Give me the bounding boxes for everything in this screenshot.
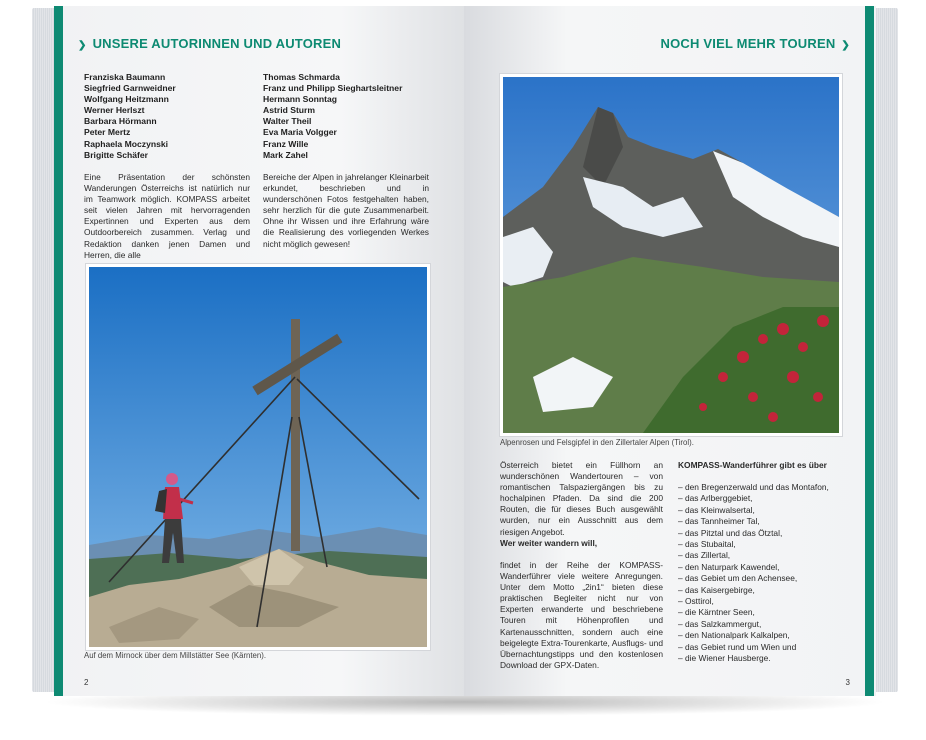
author-name: Hermann Sonntag xyxy=(263,94,338,105)
page-number-left: 2 xyxy=(84,678,89,687)
list-item: – die Kärntner Seen, xyxy=(678,607,755,618)
list-item: – das Zillertal, xyxy=(678,550,731,561)
author-name: Wolfgang Heitzmann xyxy=(84,94,169,105)
right-page-heading xyxy=(661,36,851,51)
author-name: Astrid Sturm xyxy=(263,105,316,116)
list-item: – das Kaisergebirge, xyxy=(678,584,755,595)
list-item: – das Tannheimer Tal, xyxy=(678,516,760,527)
summit-cross-photo xyxy=(86,264,430,650)
author-name: Werner Herlszt xyxy=(84,105,145,116)
right-page xyxy=(464,6,876,696)
page-number-right: 3 xyxy=(845,678,850,687)
authors-column-2 xyxy=(263,72,402,161)
author-name: Peter Mertz xyxy=(84,127,131,138)
page-edges-right xyxy=(874,8,898,692)
list-item: – den Bregenzerwald und das Montafon, xyxy=(678,482,829,492)
author-name: Raphaela Moczynski xyxy=(84,138,169,149)
list-item: – das Stubaital, xyxy=(678,539,736,550)
author-name: Franz Wille xyxy=(263,138,309,149)
list-item: – das Salzkammergut, xyxy=(678,618,762,629)
left-accent-stripe xyxy=(54,6,63,696)
right-subheading: Wer weiter wandern will, xyxy=(500,538,598,548)
authors-column-1 xyxy=(84,72,176,161)
alpine-mountain-illustration xyxy=(503,77,839,433)
right-heading-text: NOCH VIEL MEHR TOUREN xyxy=(660,36,836,51)
author-name: Mark Zahel xyxy=(263,149,308,160)
right-accent-stripe xyxy=(865,6,874,696)
left-paragraph-2: Bereiche der Alpen in jahrelanger Kleinarbeit erkundet, beschrieben und in wunderschönen Fotos festgehalten haben, sehr herzlich für die gute Zusammenarbeit. Ohne ihr Wissen und ihre Erfahrung wäre die Realisierung des vorliegenden Werkes nicht möglich gewesen! xyxy=(263,172,429,249)
author-name: Brigitte Schäfer xyxy=(84,149,148,160)
chevron-right-icon: ❯ xyxy=(841,40,850,51)
left-heading-text: UNSERE AUTORINNEN UND AUTOREN xyxy=(92,36,342,51)
author-name: Franz und Philipp Sieghartsleitner xyxy=(263,83,403,94)
list-item: – das Kleinwalsertal, xyxy=(678,504,755,515)
list-item: – den Nationalpark Kalkalpen, xyxy=(678,630,790,641)
left-paragraph-1: Eine Präsentation der schönsten Wanderungen Österreichs ist natürlich nur im Teamwork möglich. KOMPASS arbeitet seit vielen Jahren mit hervorragenden Expertinnen und Experten aus dem Outdoorbereich zusammen. Verlag und Redaktion danken jenen Damen und Herren, die alle xyxy=(84,172,250,260)
author-name: Siegfried Garnweidner xyxy=(84,83,176,94)
list-item: – den Naturpark Kawendel, xyxy=(678,561,780,572)
author-name: Franziska Baumann xyxy=(84,72,166,82)
chevron-right-icon: ❯ xyxy=(78,40,87,51)
summit-cross-illustration xyxy=(89,267,427,647)
alpine-roses-photo xyxy=(500,74,842,436)
author-name: Walter Theil xyxy=(263,116,312,127)
author-name: Thomas Schmarda xyxy=(263,72,340,82)
guide-list-heading: KOMPASS-Wanderführer gibt es über xyxy=(678,460,827,470)
right-photo-caption: Alpenrosen und Felsgipfel in den Zillertaler Alpen (Tirol). xyxy=(500,438,694,447)
open-book xyxy=(32,6,898,696)
list-item: – das Arlberggebiet, xyxy=(678,493,753,504)
left-photo-caption: Auf dem Mirnock über dem Millstätter See (Kärnten). xyxy=(84,651,266,660)
page-edges-left xyxy=(32,8,56,692)
list-item: – die Wiener Hausberge. xyxy=(678,653,771,664)
left-page-heading xyxy=(78,36,341,51)
list-item: – das Pitztal und das Ötztal, xyxy=(678,527,783,538)
list-item: – Osttirol, xyxy=(678,596,714,607)
left-page xyxy=(54,6,464,696)
list-item: – das Gebiet rund um Wien und xyxy=(678,641,797,652)
author-name: Barbara Hörmann xyxy=(84,116,157,127)
author-name: Eva Maria Volgger xyxy=(263,127,337,138)
list-item: – das Gebiet um den Achensee, xyxy=(678,573,798,584)
right-paragraph-1: Österreich bietet ein Füllhorn an wunderschönen Wandertouren – von romantischen Talspaziergängen bis zu hochalpinen Pfaden. Da sind die 200 Routen, die für dieses Buch ausgewählt wurden, nur ein Ausschnitt aus dem riesigen Angebot. xyxy=(500,460,663,537)
guide-list xyxy=(678,482,829,665)
right-paragraph-2: findet in der Reihe der KOMPASS-Wanderführer viele weitere Anregungen. Unter dem Motto „2in1“ bieten diese praktischen Begleiter nicht nur von Experten erwanderte und beschriebene Touren mit Höhenprofilen und Kartenausschnitten, sondern auch eine beigelegte Extra-Tourenkarte, Ausflugs- und Übernachtungstipps und den kostenlosen Download der GPX-Daten. xyxy=(500,560,663,670)
